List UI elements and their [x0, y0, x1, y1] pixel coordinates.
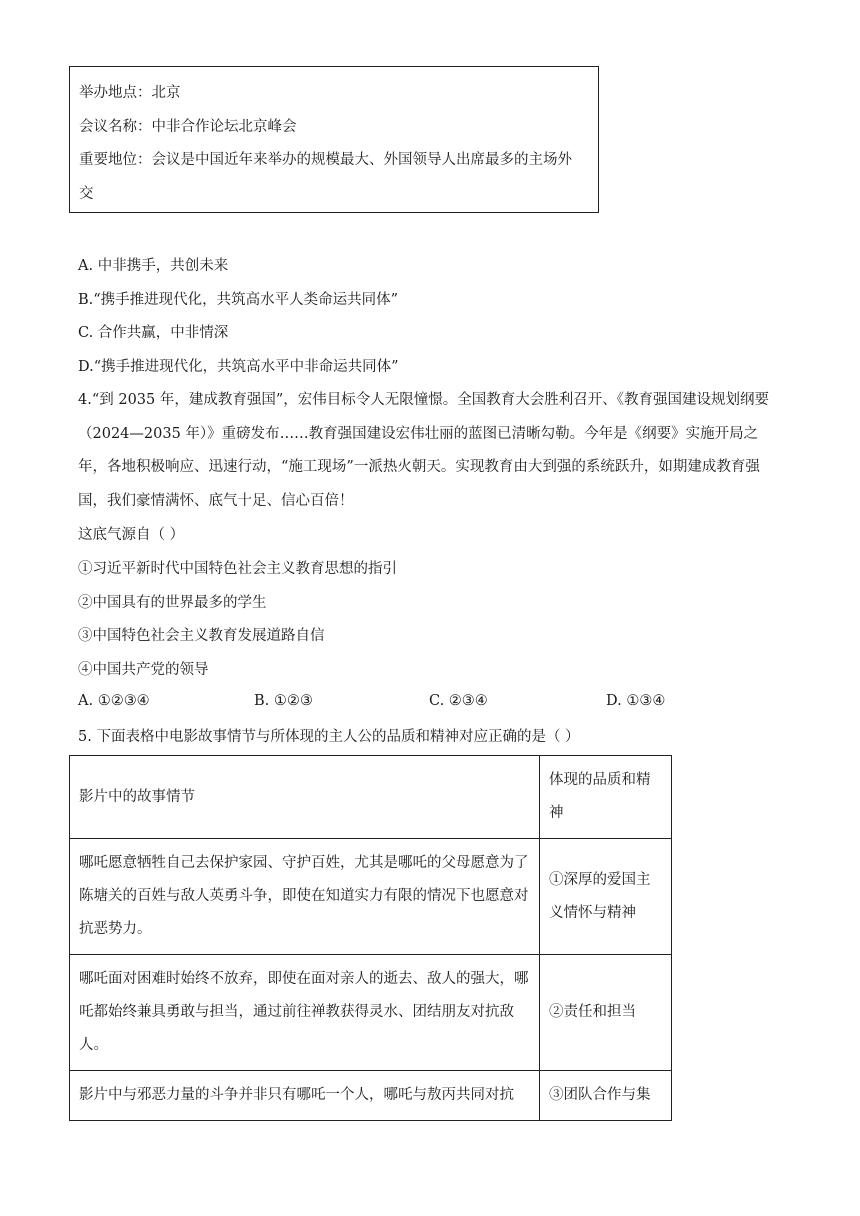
info-meeting-name: 会议名称：中非合作论坛北京峰会	[79, 118, 297, 135]
row-1-quality: ①深厚的爱国主义情怀与精神	[540, 839, 672, 955]
q4-statement-2: ②中国具有的世界最多的学生	[78, 595, 267, 611]
q4-choice-b: B. ①②③	[254, 693, 313, 709]
table-header-row	[70, 756, 672, 839]
q4-choices	[78, 693, 678, 715]
q4-choice-a: A. ①②③④	[78, 693, 150, 709]
q4-statement-4: ④中国共产党的领导	[78, 662, 209, 678]
table-row	[70, 1071, 672, 1121]
q3-option-b: B.“携手推进现代化，共筑高水平人类命运共同体”	[78, 292, 399, 308]
q4-choice-d: D. ①③④	[606, 693, 666, 709]
q4-statement-3: ③中国特色社会主义教育发展道路自信	[78, 628, 325, 644]
q3-option-c: C. 合作共赢，中非情深	[78, 325, 229, 341]
q3-option-d: D.“携手推进现代化，共筑高水平中非命运共同体”	[78, 359, 399, 375]
row-2-quality: ②责任和担当	[540, 955, 672, 1071]
row-1-story: 哪吒愿意牺牲自己去保护家园、守护百姓，尤其是哪吒的父母愿意为了陈塘关的百姓与敌人英勇斗争，即使在知道实力有限的情况下也愿意对抗恶势力。	[70, 839, 540, 955]
header-quality: 体现的品质和精神	[540, 756, 672, 839]
q3-option-a: A. 中非携手，共创未来	[78, 258, 229, 274]
table-row	[70, 839, 672, 955]
row-3-story: 影片中与邪恶力量的斗争并非只有哪吒一个人，哪吒与敖丙共同对抗	[70, 1071, 540, 1121]
row-2-story: 哪吒面对困难时始终不放弃，即使在面对亲人的逝去、敌人的强大，哪吒都始终兼具勇敢与担当，通过前往禅教获得灵水、团结朋友对抗敌人。	[70, 955, 540, 1071]
story-table	[69, 755, 672, 1121]
info-box	[69, 66, 599, 213]
table-row	[70, 955, 672, 1071]
info-importance: 重要地位：会议是中国近年来举办的规模最大、外国领导人出席最多的主场外	[79, 152, 572, 168]
header-story: 影片中的故事情节	[70, 756, 540, 839]
info-location: 举办地点：北京	[79, 85, 181, 101]
q4-question: 这底气源自（ ）	[78, 527, 185, 543]
row-3-quality: ③团队合作与集	[540, 1071, 672, 1121]
q4-stem: 4.“到 2035 年，建成教育强国”，宏伟目标令人无限憧憬。全国教育大会胜利召开、《教育强国建设规划纲要（2024—2035 年）》重磅发布……教育强国建设宏伟壮丽的蓝图已清晰勾勒。今年是《纲要》实施开局之年，各地积极响应、迅速行动，“施工现场”一派热火朝天。实现教育由大到强的系统跃升，如期建成教育强国，我们豪情满怀、底气十足、信心百倍！	[78, 392, 770, 509]
info-importance-cont: 交	[79, 185, 94, 202]
q4-choice-c: C. ②③④	[429, 693, 488, 709]
q4-statement-1: ①习近平新时代中国特色社会主义教育思想的指引	[78, 561, 397, 577]
q5-stem: 5. 下面表格中电影故事情节与所体现的主人公的品质和精神对应正确的是（ ）	[78, 729, 580, 745]
